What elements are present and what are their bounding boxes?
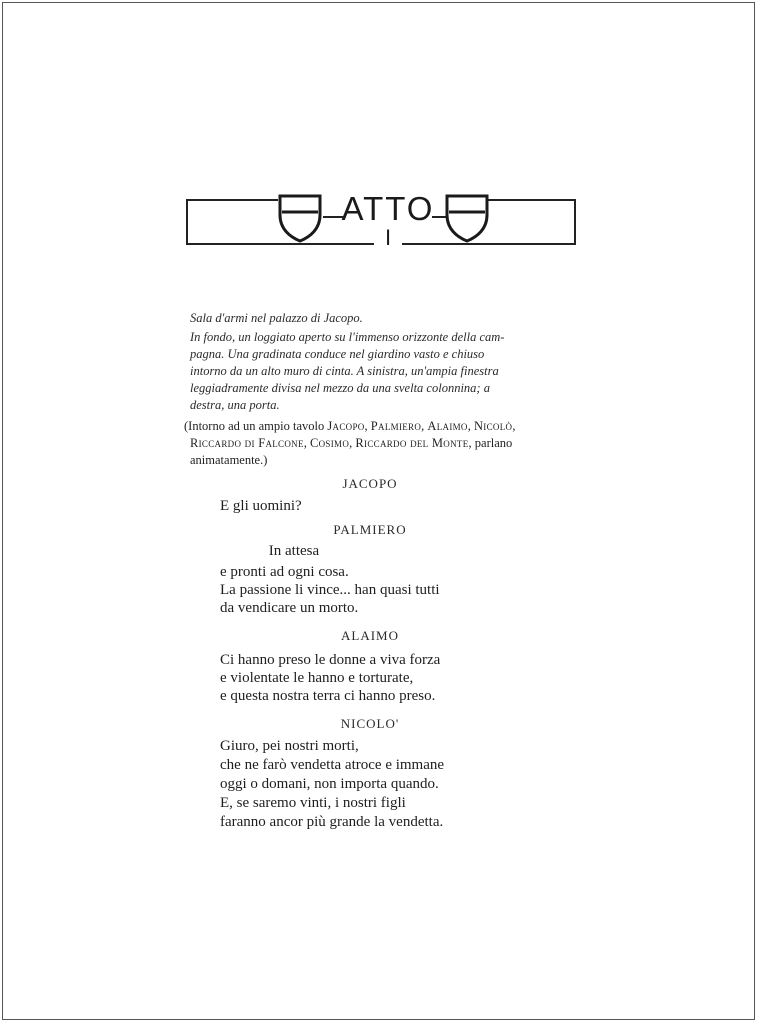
speech-line: faranno ancor più grande la vendetta.	[220, 814, 444, 830]
page	[2, 2, 755, 1020]
frame-left-top	[186, 199, 278, 201]
speech-line: e questa nostra terra ci hanno preso.	[220, 688, 436, 704]
character-name: Palmiero	[370, 419, 422, 433]
frame-left-bottom	[186, 243, 374, 245]
frame-right-bottom	[402, 243, 576, 245]
description-line: leggiadramente divisa nel mezzo da una svelta colonnina; a	[190, 381, 490, 395]
setting-description	[190, 329, 577, 414]
characters-direction: (Intorno ad un ampio tavolo Jacopo, Palmiero, Alaimo, Nicolò, Riccardo di Falcone, Cosimo, Riccardo del Monte, parlano animatamente.)	[184, 419, 516, 467]
act-title: ATTO	[341, 190, 435, 227]
speaker-name: NICOLO'	[340, 716, 400, 731]
character-name: Alaimo	[427, 419, 468, 433]
frame-right-top	[486, 199, 576, 201]
direction-open: (Intorno ad un ampio tavolo	[184, 419, 325, 433]
speech-line: Giuro, pei nostri morti,	[220, 738, 359, 754]
description-line: pagna. Una gradinata conduce nel giardino vasto e chiuso	[190, 347, 485, 361]
character-name: Jacopo	[327, 419, 365, 433]
act-number: I	[384, 225, 392, 250]
character-name: Riccardo del Monte	[355, 436, 469, 450]
description-line: In fondo, un loggiato aperto su l'immenso orizzonte della cam-	[190, 330, 505, 344]
frame-left-edge	[186, 199, 188, 245]
speech-line: che ne farò vendetta atroce e immane	[220, 757, 445, 773]
left-shield-icon	[277, 193, 323, 243]
character-name: Cosimo	[310, 436, 350, 450]
speech-line: La passione li vince... han quasi tutti	[220, 582, 440, 598]
description-line: destra, una porta.	[190, 398, 280, 412]
setting-line: Sala d'armi nel palazzo di Jacopo.	[190, 311, 363, 325]
speech-line: da vendicare un morto.	[220, 600, 359, 616]
speech-line: E gli uomini?	[220, 498, 302, 514]
speech-line: Ci hanno preso le donne a viva forza	[220, 652, 441, 668]
description-line: intorno da un alto muro di cinta. A sinistra, un'ampia finestra	[190, 364, 499, 378]
right-shield-icon	[444, 193, 490, 243]
character-name: Riccardo di Falcone	[190, 436, 304, 450]
speech-line: E, se saremo vinti, i nostri figli	[220, 795, 406, 811]
speech-line: In attesa	[220, 543, 320, 559]
direction-close: parlano animatamente.)	[190, 436, 513, 467]
speaker-name: PALMIERO	[333, 522, 407, 537]
frame-right-edge	[574, 199, 576, 245]
speaker-name: JACOPO	[342, 476, 398, 491]
speaker-name: ALAIMO	[341, 628, 399, 643]
speech-line: e pronti ad ogni cosa.	[220, 564, 349, 580]
speech-line: oggi o domani, non importa quando.	[220, 776, 439, 792]
speech-line: e violentate le hanno e torturate,	[220, 670, 414, 686]
character-name: Nicolò	[473, 419, 513, 433]
